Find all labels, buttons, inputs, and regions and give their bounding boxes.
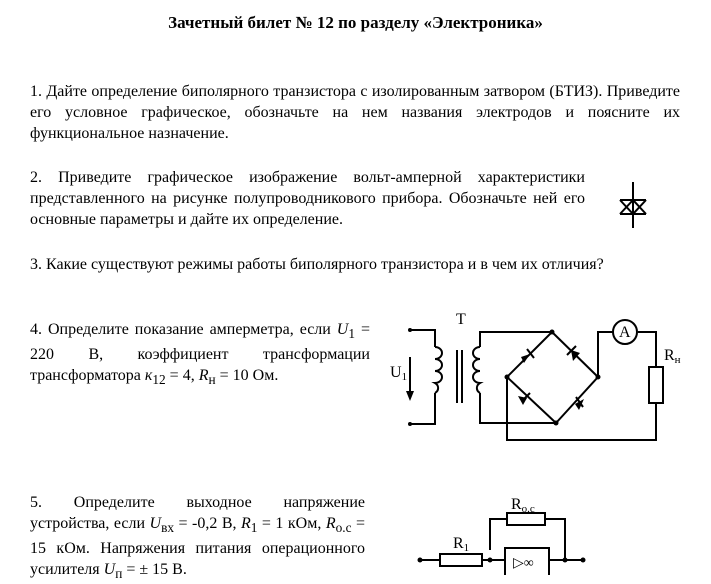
question-1: 1. Дайте определение биполярного транзистора с изолированным затвором (БТИЗ). Приведите его условное графическое, обозначьте на нем названия электродов и поясните их функциональное назначение. bbox=[30, 83, 680, 142]
question-3: 3. Какие существуют режимы работы биполярного транзистора и в чем их отличия? bbox=[30, 256, 604, 273]
roc-label: Rо.с bbox=[511, 496, 535, 515]
source-label: U1 bbox=[390, 364, 408, 383]
rectifier-circuit bbox=[380, 305, 685, 445]
opamp-label: ▷∞ bbox=[513, 556, 534, 571]
question-2: 2. Приведите графическое изображение вольт-амперной характеристики представленного на рисунке полупроводникового прибора. Обозначьте ней его основные параметры и дайте их определение. bbox=[30, 169, 585, 228]
r1-label: R1 bbox=[453, 535, 470, 554]
opamp-circuit bbox=[405, 490, 595, 575]
load-label: Rн bbox=[664, 347, 681, 366]
question-5: 5. Определите выходное напряжение устройства, если $U_{вх} = -0,2$ В, $R_1 = 1$ кОм, $R_{о.с} = 15$ кОм. Напряжения питания операционного усилителя $U_п$ = ± 15 В. bbox=[30, 494, 366, 582]
transformer-label: T bbox=[456, 311, 466, 328]
ammeter-label: A bbox=[619, 324, 631, 341]
page-title: Зачетный билет № 12 по разделу «Электроника» bbox=[168, 13, 543, 32]
question-4: 4. Определите показание амперметра, если $U_1 = 220$ В, коэффициент трансформации трансформатора $к_{12} = 4$, $R_н = 10$ Ом. bbox=[30, 321, 371, 388]
thyristor-symbol bbox=[612, 180, 656, 230]
